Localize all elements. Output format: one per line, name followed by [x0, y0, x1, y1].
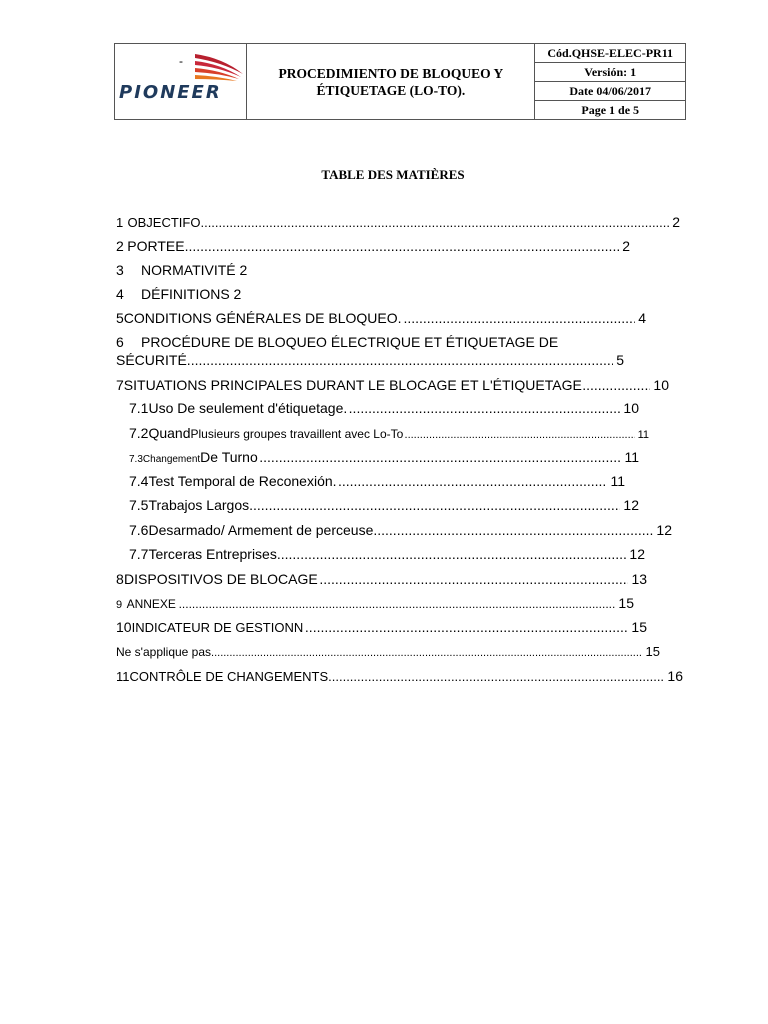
toc-title: TABLE DES MATIÈRES: [321, 167, 465, 182]
toc-leader: [328, 669, 664, 684]
toc-entry-9[interactable]: [116, 595, 634, 611]
toc-leader: [191, 352, 614, 368]
toc-entry-page: 16: [667, 668, 683, 684]
toc-entry-3[interactable]: [116, 262, 247, 278]
toc-entry-page: 10: [653, 377, 669, 393]
toc-leader: [211, 647, 643, 659]
toc-entry-label: SÉCURITÉ.: [116, 352, 191, 368]
toc-entry-number: 11: [116, 669, 130, 684]
toc-entry-10[interactable]: [116, 619, 647, 635]
logo-cell: [115, 44, 247, 120]
toc-leader: [582, 377, 650, 393]
toc-entry-page: 13: [631, 571, 648, 587]
toc-entry-label: ANNEXE: [126, 597, 176, 611]
toc-entry-7-2[interactable]: [129, 425, 649, 441]
toc-entry-number: 7.4: [129, 473, 149, 489]
toc-leader: [403, 310, 635, 326]
document-title: [247, 44, 535, 120]
toc-leader: [179, 597, 616, 611]
toc-entry-page: 12: [623, 497, 639, 513]
toc-entry-page: 2: [622, 238, 630, 254]
toc-entry-page: 5: [616, 352, 624, 368]
document-code: Cód.QHSE-ELEC-PR11: [535, 44, 686, 63]
toc-entry-8[interactable]: [116, 571, 647, 587]
toc-leader: [249, 497, 620, 513]
toc-entry-11[interactable]: [116, 668, 683, 684]
toc-entry-number: 7.3: [129, 454, 143, 465]
toc-entry-7-4[interactable]: [129, 473, 625, 489]
toc-entry-label: Changement: [142, 454, 201, 465]
toc-entry-page: 15: [631, 619, 647, 635]
toc-entry-page: 11: [624, 449, 639, 465]
toc-entry-7-6[interactable]: [129, 522, 672, 538]
toc-entry-number: 5: [116, 310, 124, 326]
toc-entry-label: Ne s'applique pas: [116, 645, 212, 659]
toc-entry-page: 11: [637, 429, 649, 441]
toc-entry-label: OBJECTIFO: [127, 215, 201, 230]
toc-leader: [319, 571, 628, 587]
toc-entry-label-continued: Plusieurs groupes travaillent avec Lo-To: [190, 427, 404, 441]
document-version: Versión: 1: [535, 63, 686, 82]
toc-entry-label: Quand: [148, 425, 191, 441]
logo-wordmark: PIONEER: [119, 82, 222, 103]
toc-entry-label: INDICATEUR DE GESTIONN: [131, 620, 304, 635]
toc-entry-number: 4: [116, 286, 124, 302]
toc-entry-page: 2: [672, 214, 680, 230]
toc-entry-label: PROCÉDURE DE BLOQUEO ÉLECTRIQUE ET ÉTIQUETAGE DE: [141, 334, 559, 350]
toc-entry-7-1[interactable]: [129, 400, 639, 416]
toc-entry-number: 7.2: [129, 425, 149, 441]
toc-leader: [349, 400, 621, 416]
toc-entry-label: CONTRÔLE DE CHANGEMENTS: [129, 669, 329, 684]
toc-entry-1[interactable]: [116, 214, 680, 230]
toc-entry-number: 7: [116, 377, 124, 393]
toc-entry-number: 2: [116, 238, 124, 254]
toc-entry-7-3[interactable]: [129, 449, 639, 465]
toc-entry-page: 12: [656, 522, 672, 538]
toc-entry-label: CONDITIONS GÉNÉRALES DE BLOQUEO.: [123, 310, 402, 326]
document-header: [114, 43, 686, 120]
toc-leader: [305, 619, 629, 635]
toc-entry-page: 4: [638, 310, 646, 326]
toc-entry-5[interactable]: [116, 310, 646, 326]
toc-entry-2[interactable]: [116, 238, 630, 254]
toc-entry-label: NORMATIVITÉ 2: [141, 262, 248, 278]
toc-entry-7-5[interactable]: [129, 497, 639, 513]
toc-entry-7-7[interactable]: [129, 546, 645, 562]
toc-leader: [373, 522, 653, 538]
page-number: Page 1 de 5: [535, 101, 686, 120]
toc-entry-number: 7.6: [129, 522, 149, 538]
toc-leader: [277, 546, 627, 562]
toc-entry-label: Terceras Entreprises: [148, 546, 277, 562]
toc-entry-6[interactable]: [116, 334, 558, 350]
toc-entry-number: 10: [116, 619, 132, 635]
toc-entry-label: Uso De seulement d'étiquetage.: [148, 400, 348, 416]
toc-entry-label-continued: De Turno: [200, 449, 258, 465]
toc-entry-number: 6: [116, 334, 124, 350]
toc-entry-number: 8: [116, 571, 124, 587]
toc-entry-number: 1: [116, 215, 124, 230]
toc-entry-page: 15: [645, 644, 660, 659]
toc-leader: [405, 429, 635, 441]
toc-leader: [338, 473, 608, 489]
logo-dash: -: [179, 54, 183, 68]
toc-entry-page: 11: [610, 473, 625, 489]
toc-entry-page: 15: [618, 595, 634, 611]
toc-entry-7[interactable]: [116, 377, 669, 393]
toc-entry-not-applicable[interactable]: [116, 644, 660, 659]
title-line-2: ÉTIQUETAGE (LO-TO).: [316, 82, 466, 98]
toc-entry-number: 7.7: [129, 546, 149, 562]
toc-leader: [259, 449, 621, 465]
toc-entry-4[interactable]: [116, 286, 241, 302]
toc-leader: [185, 238, 620, 254]
toc-entry-number: 3: [116, 262, 124, 278]
toc-entry-page: 12: [629, 546, 645, 562]
toc-entry-number: 7.1: [129, 400, 149, 416]
toc-entry-label: DÉFINITIONS 2: [141, 286, 242, 302]
toc-entry-label: DISPOSITIVOS DE BLOCAGE: [124, 571, 318, 587]
toc-entry-number: 9: [116, 599, 123, 611]
title-line-1: PROCEDIMIENTO DE BLOQUEO Y: [278, 65, 504, 81]
toc-entry-number: 7.5: [129, 497, 149, 513]
toc-entry-label: Test Temporal de Reconexión.: [148, 473, 337, 489]
toc-entry-6-continued[interactable]: [116, 352, 624, 368]
toc-entry-label: Trabajos Largos: [148, 497, 250, 513]
toc-leader: [200, 215, 669, 230]
document-date: Date 04/06/2017: [535, 82, 686, 101]
toc-entry-page: 10: [623, 400, 639, 416]
pioneer-logo-icon: [193, 52, 245, 84]
toc-entry-label: SITUATIONS PRINCIPALES DURANT LE BLOCAGE ET L'ÉTIQUETAGE: [123, 377, 582, 393]
toc-entry-label: PORTEE: [127, 238, 185, 254]
toc-entry-label: Desarmado/ Armement de perceuse: [148, 522, 374, 538]
